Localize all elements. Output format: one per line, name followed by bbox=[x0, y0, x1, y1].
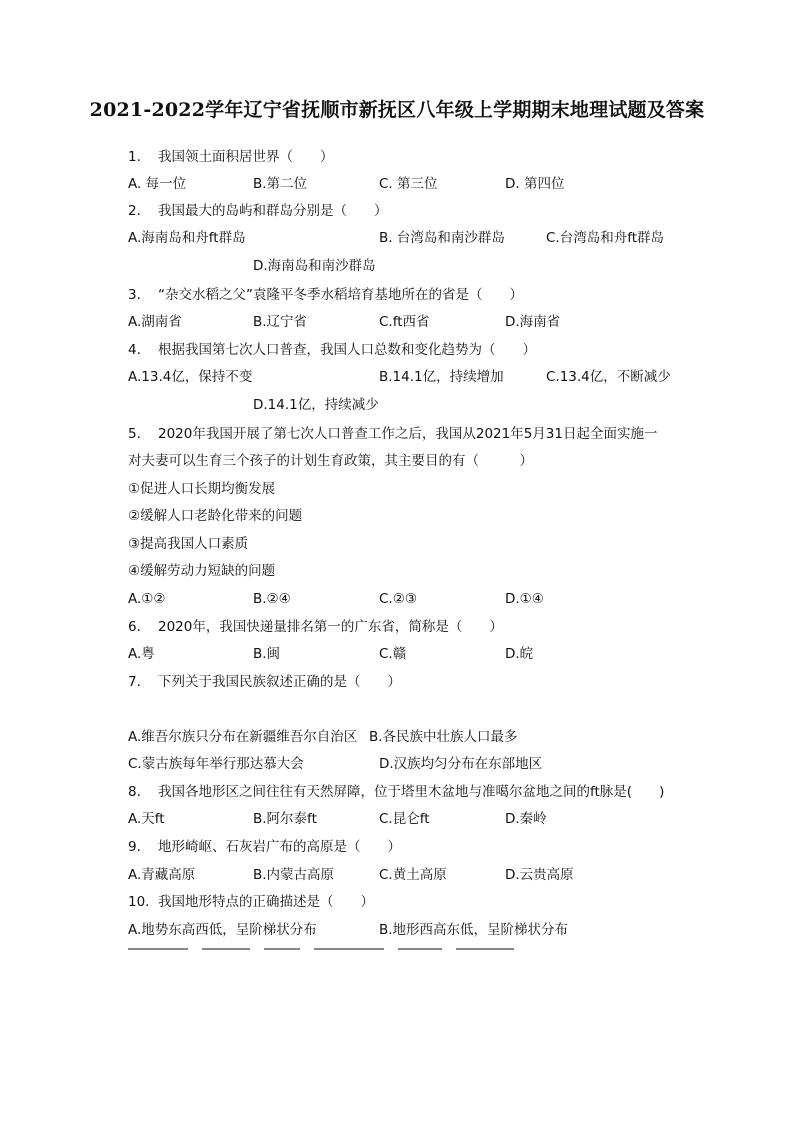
question-text: 我国各地形区之间往往有天然屏障，位于塔里木盆地与准噶尔盆地之间的ft脉是( ) bbox=[158, 784, 665, 800]
option-b: B.闽 bbox=[253, 646, 281, 662]
option-b: B.第二位 bbox=[253, 176, 308, 192]
option-a: A.天ft bbox=[128, 811, 165, 827]
question-number: 9. bbox=[128, 839, 141, 855]
statement-item: ④缓解劳动力短缺的问题 bbox=[128, 563, 276, 579]
question-text: 2020年，我国快递量排名第一的广东省，简称是（ ） bbox=[158, 619, 503, 635]
option-c: C.黄土高原 bbox=[379, 867, 447, 883]
option-b: B.②④ bbox=[253, 591, 291, 607]
option-b: B.内蒙古高原 bbox=[253, 867, 335, 883]
option-a: A. 每一位 bbox=[128, 176, 187, 192]
option-a: A.维吾尔族只分布在新疆维吾尔自治区 bbox=[128, 729, 358, 745]
option-b: B.辽宁省 bbox=[253, 314, 308, 330]
option-a: A.湖南省 bbox=[128, 314, 182, 330]
option-c: C.ft西省 bbox=[379, 314, 430, 330]
option-b: B.14.1亿，持续增加 bbox=[379, 369, 504, 385]
option-d: D.①④ bbox=[505, 591, 544, 607]
document-title: 2021-2022学年辽宁省抚顺市新抚区八年级上学期期末地理试题及答案 bbox=[89, 99, 705, 121]
option-d: D.海南岛和南沙群岛 bbox=[253, 258, 376, 274]
option-a: A.地势东高西低，呈阶梯状分布 bbox=[128, 922, 317, 938]
option-a: A.13.4亿，保持不变 bbox=[128, 369, 253, 385]
question-5 bbox=[128, 425, 657, 443]
question-text: 地形崎岖、石灰岩广布的高原是（ ） bbox=[158, 839, 401, 855]
question-number: 6. bbox=[128, 619, 141, 635]
question-number: 3. bbox=[128, 287, 141, 303]
question-number: 5. bbox=[128, 426, 141, 442]
question-number: 4. bbox=[128, 342, 141, 358]
option-d: D.皖 bbox=[505, 646, 534, 662]
option-a: A.海南岛和舟ft群岛 bbox=[128, 230, 246, 246]
statement-item: ③提高我国人口素质 bbox=[128, 536, 249, 552]
question-2 bbox=[128, 202, 388, 220]
question-text: 根据我国第七次人口普查，我国人口总数和变化趋势为（ ） bbox=[158, 342, 536, 358]
option-b: B.阿尔泰ft bbox=[253, 811, 317, 827]
option-c: C.赣 bbox=[379, 646, 407, 662]
question-text: 下列关于我国民族叙述正确的是（ ） bbox=[158, 674, 401, 690]
option-b: B. 台湾岛和南沙群岛 bbox=[379, 230, 505, 246]
question-8 bbox=[128, 783, 664, 801]
question-6 bbox=[128, 618, 503, 636]
option-c: C.昆仑ft bbox=[379, 811, 430, 827]
statement-item: ①促进人口长期均衡发展 bbox=[128, 481, 276, 497]
option-c: C.13.4亿，不断减少 bbox=[546, 369, 671, 385]
question-text: “杂交水稻之父”袁隆平冬季水稻培育基地所在的省是（ ） bbox=[158, 287, 523, 303]
question-1 bbox=[128, 148, 334, 166]
question-7 bbox=[128, 673, 401, 691]
option-c: C.②③ bbox=[379, 591, 417, 607]
question-number: 2. bbox=[128, 203, 141, 219]
option-d: D.汉族均匀分布在东部地区 bbox=[379, 756, 543, 772]
question-text: 我国地形特点的正确描述是（ ） bbox=[158, 894, 374, 910]
truncated-text-line bbox=[128, 948, 568, 954]
option-d: D.秦岭 bbox=[505, 811, 547, 827]
option-d: D.海南省 bbox=[505, 314, 561, 330]
option-a: A.粤 bbox=[128, 646, 155, 662]
question-3 bbox=[128, 286, 523, 304]
option-a: A.青藏高原 bbox=[128, 867, 196, 883]
option-a: A.①② bbox=[128, 591, 166, 607]
question-number: 1. bbox=[128, 149, 141, 165]
option-b: B.地形西高东低，呈阶梯状分布 bbox=[379, 922, 569, 938]
question-text-continued: 对夫妻可以生育三个孩子的计划生育政策，其主要目的有（ ） bbox=[128, 453, 533, 469]
question-10 bbox=[128, 893, 374, 911]
question-9 bbox=[128, 838, 401, 856]
option-d: D.云贵高原 bbox=[505, 867, 574, 883]
question-number: 8. bbox=[128, 784, 141, 800]
question-4 bbox=[128, 341, 536, 359]
option-d: D. 第四位 bbox=[505, 176, 565, 192]
question-number: 10. bbox=[128, 894, 150, 910]
option-c: C. 第三位 bbox=[379, 176, 438, 192]
question-text: 2020年我国开展了第七次人口普查工作之后，我国从2021年5月31日起全面实施一 bbox=[158, 426, 658, 442]
option-c: C.蒙古族每年举行那达慕大会 bbox=[128, 756, 304, 772]
question-text: 我国领土面积居世界（ ） bbox=[158, 149, 334, 165]
option-b: B.各民族中壮族人口最多 bbox=[369, 729, 518, 745]
question-text: 我国最大的岛屿和群岛分别是（ ） bbox=[158, 203, 388, 219]
option-d: D.14.1亿，持续减少 bbox=[253, 397, 379, 413]
question-number: 7. bbox=[128, 674, 141, 690]
statement-item: ②缓解人口老龄化带来的问题 bbox=[128, 508, 303, 524]
option-c: C.台湾岛和舟ft群岛 bbox=[546, 230, 665, 246]
